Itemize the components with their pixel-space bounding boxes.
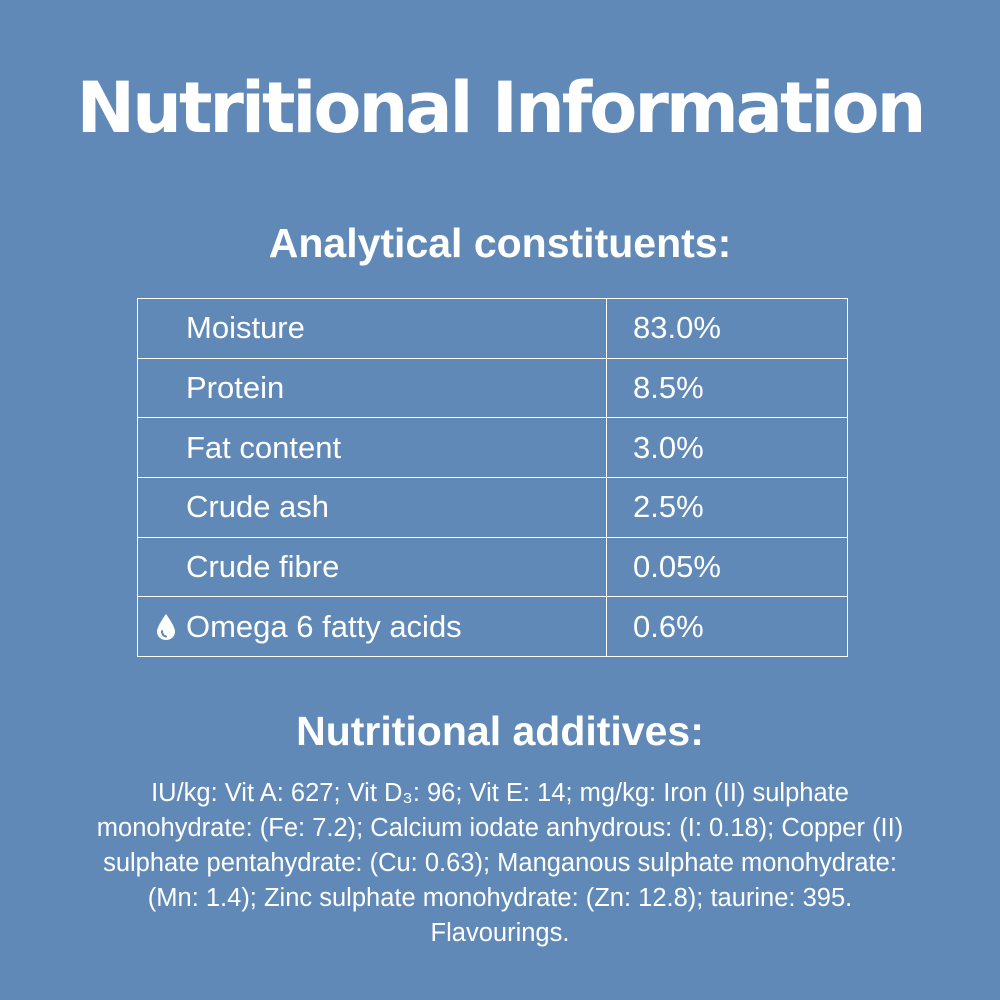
constituent-value: 2.5% [607, 477, 848, 537]
constituent-value: 0.05% [607, 537, 848, 597]
constituent-name: Fat content [138, 418, 607, 478]
table-row [138, 537, 848, 597]
constituent-value: 8.5% [607, 358, 848, 418]
constituent-name: Moisture [138, 299, 607, 359]
table-row [138, 358, 848, 418]
table-row [138, 477, 848, 537]
constituent-value: 0.6% [607, 597, 848, 657]
constituent-name: Crude ash [138, 477, 607, 537]
additives-heading: Nutritional additives: [296, 708, 704, 754]
constituent-value: 3.0% [607, 418, 848, 478]
page-title: Nutritional Information [76, 67, 924, 149]
analytical-table [137, 298, 848, 657]
constituent-value: 83.0% [607, 299, 848, 359]
constituent-name: Omega 6 fatty acids [186, 608, 462, 644]
table-row [138, 299, 848, 359]
table-row [138, 597, 848, 657]
additives-text: IU/kg: Vit A: 627; Vit D₃: 96; Vit E: 14; mg/kg: Iron (II) sulphate monohydrate: (Fe: 7.2); Calcium iodate anhydrous: (I: 0.18); Copper (II) sulphate pentahydrate: (Cu: 0.63); Manganous sulphate monohydrate: (Mn: 1.4); Zinc sulphate monohydrate: (Zn: 12.8); taurine: 395. Flavourings. [96, 779, 904, 947]
analytical-heading: Analytical constituents: [268, 220, 732, 266]
table-row [138, 418, 848, 478]
water-drop-icon [155, 613, 177, 641]
constituent-name-with-icon [138, 597, 607, 657]
constituent-name: Crude fibre [138, 537, 607, 597]
constituent-name: Protein [138, 358, 607, 418]
